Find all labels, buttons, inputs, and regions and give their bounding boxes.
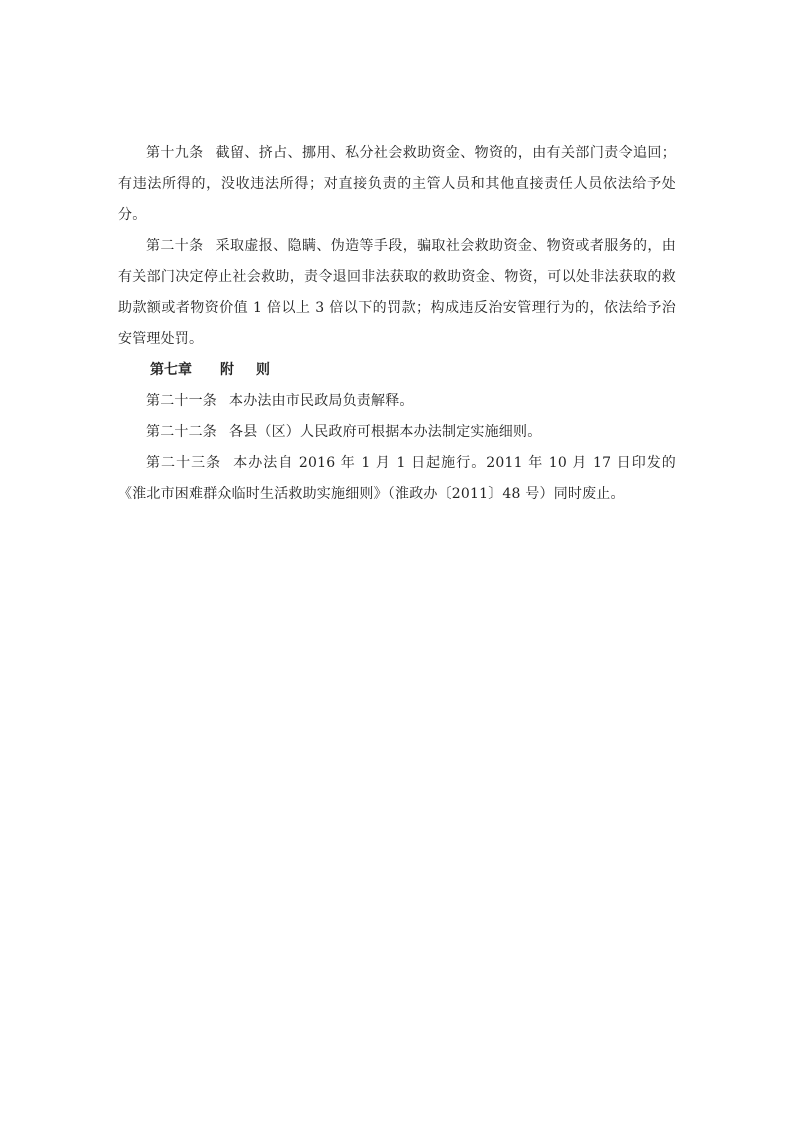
article-number: 第十九条 [146,145,204,161]
article-23 [118,448,676,510]
article-20 [118,231,676,355]
article-22 [118,417,676,448]
article-19 [118,138,676,231]
article-21 [118,386,676,417]
chapter-number: 第七章 [150,362,192,378]
article-number: 第二十条 [146,238,204,254]
article-text: 各县（区）人民政府可根据本办法制定实施细则。 [229,424,542,440]
article-number: 第二十一条 [146,393,217,409]
chapter-title-part2: 则 [256,362,270,378]
chapter-heading [118,355,676,386]
chapter-title-part1: 附 [220,362,234,378]
article-text: 截留、挤占、挪用、私分社会救助资金、物资的，由有关部门责令追回；有违法所得的，没收违法所得；对直接负责的主管人员和其他直接责任人员依法给予处分。 [118,145,676,223]
article-text: 本办法自 2016 年 1 月 1 日起施行。2011 年 10 月 17 日印发的《淮北市困难群众临时生活救助实施细则》（淮政办〔2011〕48 号）同时废止。 [118,455,676,502]
article-number: 第二十二条 [146,424,217,440]
article-text: 本办法由市民政局负责解释。 [229,393,414,409]
article-text: 采取虚报、隐瞒、伪造等手段，骗取社会救助资金、物资或者服务的，由有关部门决定停止社会救助，责令退回非法获取的救助资金、物资，可以处非法获取的救助款额或者物资价值 1 倍以上 3 倍以下的罚款；构成违反治安管理行为的，依法给予治安管理处罚。 [118,238,676,347]
article-number: 第二十三条 [146,455,222,471]
document-body [118,138,676,510]
